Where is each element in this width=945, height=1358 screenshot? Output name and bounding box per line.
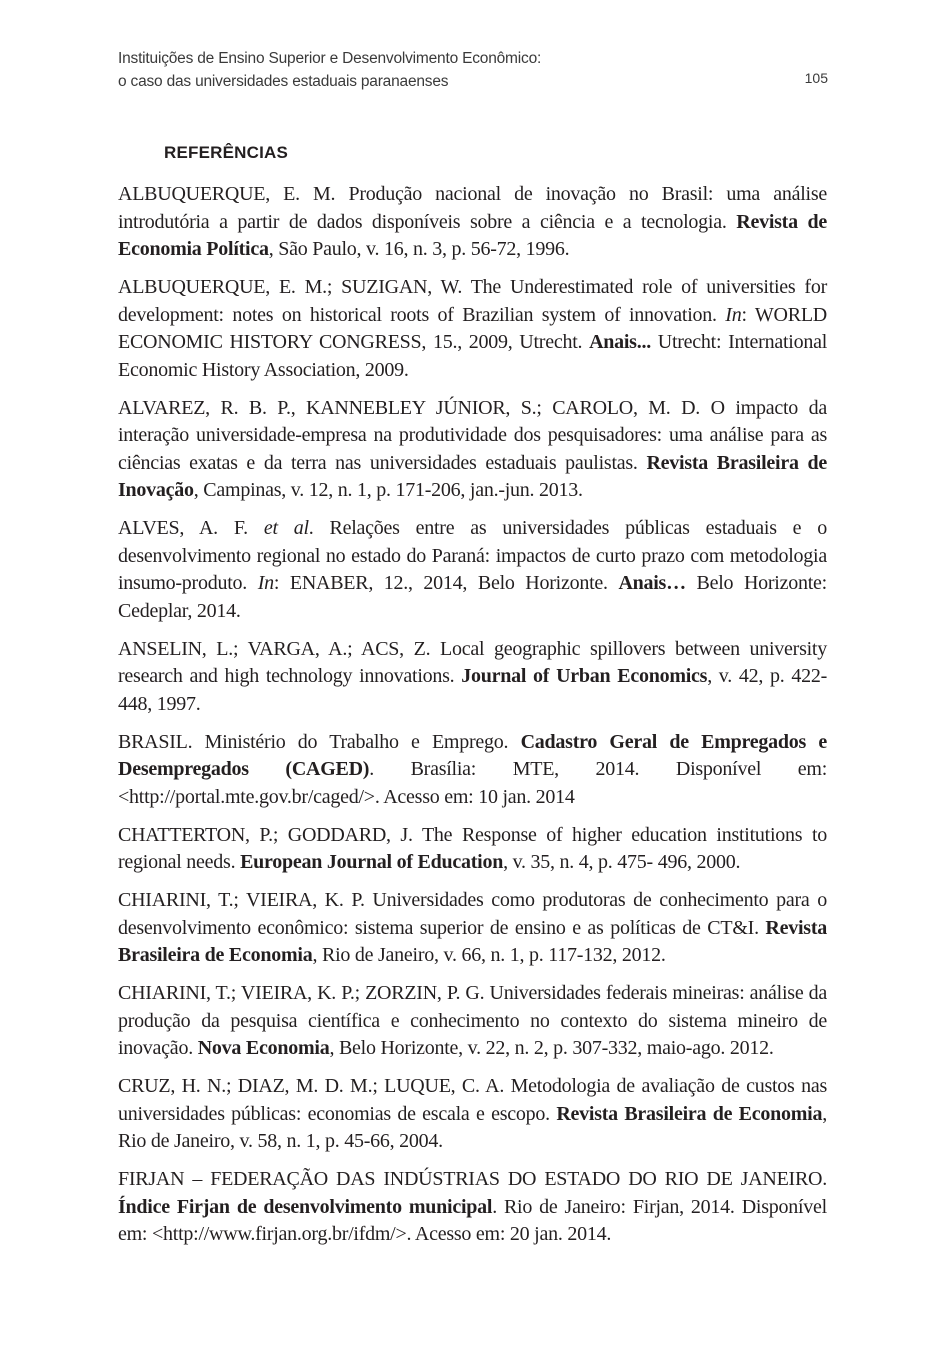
reference-text: . Relações entre as universidades públicas estaduais e o desenvolvimento regional no estado do Paraná: impactos de curto prazo com metodologia insumo-produto. xyxy=(118,517,828,594)
reference-text: CRUZ, H. N.; DIAZ, M. D. M.; LUQUE, C. A. Metodologia de avaliação de custos nas universidades públicas: economias de escala e escopo. xyxy=(118,1075,827,1125)
reference-entry xyxy=(118,181,827,264)
reference-entry xyxy=(118,729,827,812)
reference-italic-text: In xyxy=(257,572,274,594)
reference-text: , Belo Horizonte, v. 22, n. 2, p. 307-332, maio-ago. 2012. xyxy=(329,1037,774,1059)
reference-italic-text: et al xyxy=(263,517,309,539)
reference-text: ALVES, A. F. xyxy=(118,517,264,539)
reference-list xyxy=(118,181,827,1259)
reference-entry xyxy=(118,822,827,877)
reference-text: : WORLD ECONOMIC HISTORY CONGRESS, 15., 2009, Utrecht. xyxy=(118,303,827,353)
reference-text: , v. 35, n. 4, p. 475- 496, 2000. xyxy=(503,851,741,873)
reference-text: ALBUQUERQUE, E. M.; SUZIGAN, W. The Underestimated role of universities for development: notes on historical roots of Brazilian system of innovation. xyxy=(118,276,827,326)
reference-text: ALVAREZ, R. B. P., KANNEBLEY JÚNIOR, S.; CAROLO, M. D. O impacto da interação universidade-empresa na produtividade dos pesquisadores: uma análise para as ciências exatas e da terra nas universidades estaduais paulistas. xyxy=(118,396,827,474)
reference-text: , Rio de Janeiro, v. 66, n. 1, p. 117-132, 2012. xyxy=(312,944,666,966)
reference-text: Utrecht: International Economic History Association, 2009. xyxy=(118,331,827,381)
reference-text: , v. 42, p. 422- 448, 1997. xyxy=(118,665,827,715)
reference-text: Belo Horizonte: Cedeplar, 2014. xyxy=(118,572,827,622)
reference-italic-text: In xyxy=(725,303,742,326)
reference-title: Índice Firjan de desenvolvimento municipal xyxy=(118,1195,493,1218)
reference-title: Anais… xyxy=(618,572,686,594)
reference-entry xyxy=(118,1166,827,1249)
section-title: REFERÊNCIAS xyxy=(164,143,289,162)
reference-text: , Rio de Janeiro, v. 58, n. 1, p. 45-66, 2004. xyxy=(118,1102,827,1152)
reference-title: Anais... xyxy=(589,331,651,353)
reference-text: , Campinas, v. 12, n. 1, p. 171-206, jan.-jun. 2013. xyxy=(193,479,583,501)
reference-text: ANSELIN, L.; VARGA, A.; ACS, Z. Local geographic spillovers between university research and high technology innovations. xyxy=(118,637,827,687)
running-header-line-2: o caso das universidades estaduais paranaenses xyxy=(118,73,449,90)
reference-title: Revista Brasileira de Economia xyxy=(556,1102,823,1125)
reference-title: Revista Brasileira de Economia xyxy=(118,916,827,966)
reference-title: Cadastro Geral de Empregados e Desempregados (CAGED) xyxy=(118,730,827,780)
running-header-line-1: Instituições de Ensino Superior e Desenvolvimento Econômico: xyxy=(118,50,542,67)
reference-entry xyxy=(118,1073,827,1156)
reference-entry xyxy=(118,636,827,719)
reference-text: . Rio de Janeiro: Firjan, 2014. Disponível em: <http://www.firjan.org.br/ifdm/>. Acesso em: 20 jan. 2014. xyxy=(118,1195,827,1245)
reference-text: FIRJAN – FEDERAÇÃO DAS INDÚSTRIAS DO ESTADO DO RIO DE JANEIRO. xyxy=(118,1168,827,1190)
reference-title: Revista Brasileira de Inovação xyxy=(118,451,827,501)
reference-entry xyxy=(118,395,827,505)
running-header xyxy=(118,47,828,93)
reference-entry xyxy=(118,515,827,625)
reference-text: : ENABER, 12., 2014, Belo Horizonte. xyxy=(273,572,619,594)
reference-text: . Brasília: MTE, 2014. Disponível em: <http://portal.mte.gov.br/caged/>. Acesso em: 10 jan. 2014 xyxy=(118,758,827,808)
reference-title: Nova Economia xyxy=(197,1037,330,1059)
reference-text: CHIARINI, T.; VIEIRA, K. P.; ZORZIN, P. G. Universidades federais mineiras: análise da produção da pesquisa científica e conhecimento no contexto do sistema mineiro de inovação. xyxy=(118,982,827,1059)
reference-text: CHIARINI, T.; VIEIRA, K. P. Universidades como produtoras de conhecimento para o desenvolvimento econômico: sistema superior de ensino e as políticas de CT&I. xyxy=(118,889,827,939)
reference-title: Journal of Urban Economics xyxy=(461,665,708,687)
reference-entry xyxy=(118,980,827,1063)
reference-text: , São Paulo, v. 16, n. 3, p. 56-72, 1996. xyxy=(268,238,570,260)
reference-text: ALBUQUERQUE, E. M. Produção nacional de inovação no Brasil: uma análise introdutória a partir de dados disponíveis sobre a ciência e a tecnologia. xyxy=(118,183,827,233)
reference-title: European Journal of Education xyxy=(240,851,504,873)
reference-entry xyxy=(118,887,827,970)
reference-entry xyxy=(118,274,827,384)
reference-text: BRASIL. Ministério do Trabalho e Emprego. xyxy=(118,730,521,753)
page-number: 105 xyxy=(804,70,828,86)
reference-text: CHATTERTON, P.; GODDARD, J. The Response of higher education institutions to regional needs. xyxy=(118,823,827,873)
reference-title: Revista de Economia Política xyxy=(118,210,827,260)
